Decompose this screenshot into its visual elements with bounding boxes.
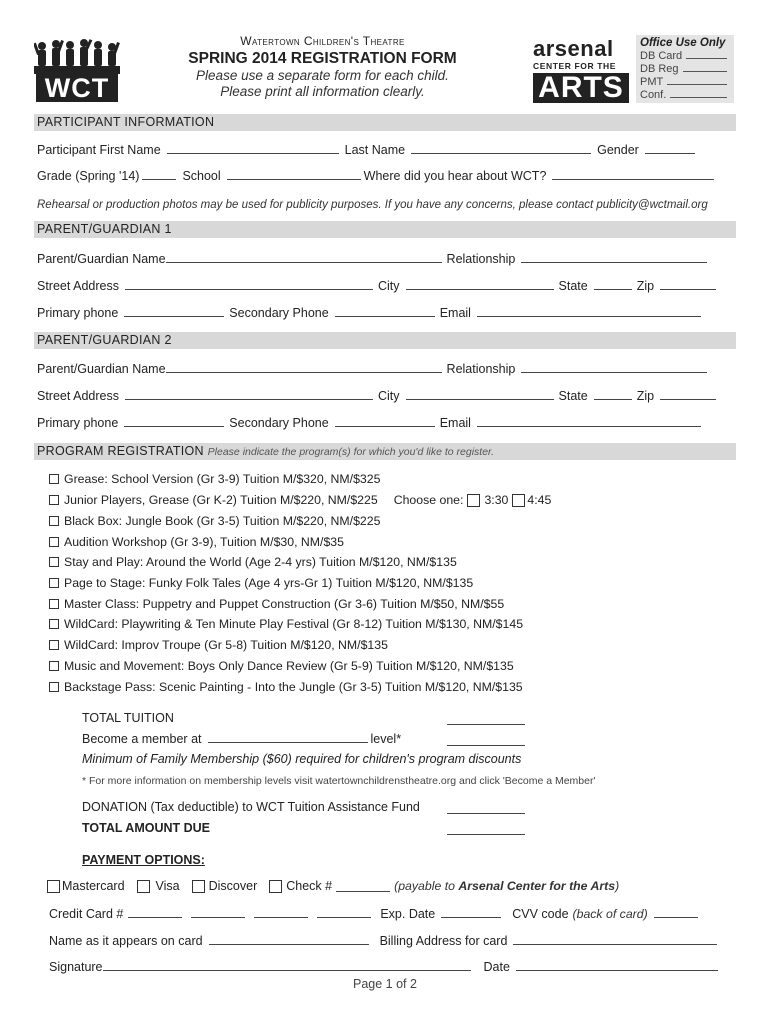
guardian2-email-label: Email — [439, 416, 471, 430]
children-silhouettes-icon — [34, 38, 120, 78]
office-use-box — [636, 35, 734, 103]
payment-method-row — [47, 878, 747, 894]
guardian1-city-label: City — [378, 279, 400, 293]
guardian2-city-field[interactable] — [406, 398, 554, 400]
guardian1-street-field[interactable] — [125, 288, 373, 290]
guardian2-name-label: Parent/Guardian Name — [37, 362, 166, 376]
form-header — [150, 34, 495, 100]
exp-date-field[interactable] — [441, 916, 501, 918]
discover-checkbox[interactable] — [192, 880, 205, 893]
organization-name: Watertown Children's Theatre — [240, 34, 405, 48]
guardian1-state-field[interactable] — [594, 288, 632, 290]
form-title: SPRING 2014 REGISTRATION FORM — [188, 50, 457, 67]
program-item — [49, 658, 514, 674]
section-guardian-1: PARENT/GUARDIAN 1 — [34, 221, 736, 238]
guardian1-address-row — [37, 277, 737, 293]
guardian1-name-field[interactable] — [166, 261, 442, 263]
program-checkbox[interactable] — [49, 578, 59, 588]
first-name-label: Participant First Name — [37, 143, 161, 157]
program-label: Master Class: Puppetry and Puppet Construction (Gr 3-6) Tuition M/$50, NM/$55 — [64, 597, 505, 611]
credit-card-label: Credit Card # — [49, 907, 124, 921]
guardian2-primary-field[interactable] — [124, 425, 224, 427]
program-checkbox[interactable] — [49, 661, 59, 671]
program-item — [49, 596, 504, 612]
guardian1-primary-label: Primary phone — [37, 306, 119, 320]
total-tuition-field[interactable] — [447, 723, 525, 725]
program-checkbox[interactable] — [49, 516, 59, 526]
check-label: Check # — [286, 879, 333, 893]
program-label: Audition Workshop (Gr 3-9), Tuition M/$30, NM/$35 — [64, 535, 344, 549]
program-checkbox[interactable] — [49, 557, 59, 567]
instruction-1: Please use a separate form for each child. — [196, 68, 449, 83]
guardian2-state-field[interactable] — [594, 398, 632, 400]
program-checkbox[interactable] — [49, 537, 59, 547]
office-use-title: Office Use Only — [640, 37, 726, 49]
credit-card-field-2[interactable] — [191, 916, 245, 918]
guardian1-phone-row — [37, 304, 737, 320]
exp-date-label: Exp. Date — [380, 907, 436, 921]
program-item — [49, 492, 551, 508]
discover-label: Discover — [208, 879, 258, 893]
guardian2-city-label: City — [378, 389, 400, 403]
visa-label: Visa — [155, 879, 180, 893]
guardian1-zip-label: Zip — [636, 279, 655, 293]
total-due-field[interactable] — [447, 833, 525, 835]
guardian2-relationship-label: Relationship — [446, 362, 516, 376]
section-guardian-2: PARENT/GUARDIAN 2 — [34, 332, 736, 349]
hear-field[interactable] — [552, 178, 714, 180]
program-checkbox[interactable] — [49, 682, 59, 692]
name-on-card-label: Name as it appears on card — [49, 934, 203, 948]
membership-label: Become a member at — [82, 732, 202, 746]
program-label: WildCard: Improv Troupe (Gr 5-8) Tuition M/$120, NM/$135 — [64, 638, 388, 652]
program-heading: PROGRAM REGISTRATION — [37, 444, 204, 458]
grade-label: Grade (Spring '14) — [37, 169, 140, 183]
guardian2-state-label: State — [558, 389, 588, 403]
section-program — [34, 443, 736, 460]
program-item — [49, 513, 380, 529]
membership-amount-field[interactable] — [447, 744, 525, 746]
credit-card-field-3[interactable] — [254, 916, 308, 918]
guardian1-name-label: Parent/Guardian Name — [37, 252, 166, 266]
time-330-label: 3:30 — [484, 493, 509, 507]
guardian2-email-field[interactable] — [477, 425, 701, 427]
program-checkbox[interactable] — [49, 599, 59, 609]
program-label: Music and Movement: Boys Only Dance Review (Gr 5-9) Tuition M/$120, NM/$135 — [64, 659, 514, 673]
check-number-field[interactable] — [336, 890, 390, 892]
time-445-checkbox[interactable] — [512, 494, 525, 507]
program-label: WildCard: Playwriting & Ten Minute Play Festival (Gr 8-12) Tuition M/$130, NM/$145 — [64, 617, 524, 631]
payment-heading: PAYMENT OPTIONS: — [82, 853, 205, 867]
section-participant: PARTICIPANT INFORMATION — [34, 114, 736, 131]
program-item — [49, 471, 380, 487]
membership-level-field[interactable] — [208, 741, 368, 743]
payable-note — [394, 879, 619, 893]
program-label: Grease: School Version (Gr 3-9) Tuition M/$320, NM/$325 — [64, 472, 381, 486]
program-checkbox[interactable] — [49, 474, 59, 484]
program-label: Stay and Play: Around the World (Age 2-4 yrs) Tuition M/$120, NM/$135 — [64, 555, 457, 569]
min-membership-note: Minimum of Family Membership ($60) required for children's program discounts — [82, 752, 522, 766]
visa-checkbox[interactable] — [137, 880, 150, 893]
program-checkbox[interactable] — [49, 495, 59, 505]
last-name-field[interactable] — [411, 152, 591, 154]
program-checkbox[interactable] — [49, 619, 59, 629]
mastercard-checkbox[interactable] — [47, 880, 60, 893]
grade-field[interactable] — [142, 178, 176, 180]
office-conf: Conf. — [640, 89, 667, 101]
guardian2-name-row — [37, 360, 737, 376]
signature-label: Signature — [49, 960, 103, 974]
card-name-row — [49, 932, 749, 948]
guardian1-relationship-field[interactable] — [521, 261, 707, 263]
office-db-card: DB Card — [640, 50, 683, 62]
program-label: Black Box: Jungle Book (Gr 3-5) Tuition M/$220, NM/$225 — [64, 514, 381, 528]
payable-name: Arsenal Center for the Arts — [458, 879, 616, 893]
membership-row — [82, 732, 401, 746]
school-label: School — [182, 169, 221, 183]
guardian2-street-field[interactable] — [125, 398, 373, 400]
guardian2-primary-label: Primary phone — [37, 416, 119, 430]
guardian2-secondary-field[interactable] — [335, 425, 435, 427]
cvv-field[interactable] — [654, 916, 698, 918]
credit-card-row — [49, 905, 749, 921]
instruction-2: Please print all information clearly. — [220, 84, 425, 99]
program-item — [49, 679, 523, 695]
donation-field[interactable] — [447, 812, 525, 814]
membership-level-label: level* — [370, 732, 402, 746]
guardian1-email-label: Email — [439, 306, 471, 320]
guardian1-city-field[interactable] — [406, 288, 554, 290]
guardian1-email-field[interactable] — [477, 315, 701, 317]
program-label: Backstage Pass: Scenic Painting - Into the Jungle (Gr 3-5) Tuition M/$120, NM/$135 — [64, 680, 523, 694]
program-checkbox[interactable] — [49, 640, 59, 650]
date-field[interactable] — [516, 969, 718, 971]
guardian2-zip-label: Zip — [636, 389, 655, 403]
name-on-card-field[interactable] — [209, 943, 369, 945]
cvv-label: CVV code — [512, 907, 569, 921]
donation-label: DONATION (Tax deductible) to WCT Tuition Assistance Fund — [82, 800, 420, 814]
payable-suffix: ) — [615, 879, 620, 893]
guardian1-name-row — [37, 250, 737, 266]
program-item — [49, 575, 473, 591]
date-label: Date — [483, 960, 510, 974]
time-330-checkbox[interactable] — [467, 494, 480, 507]
program-label: Page to Stage: Funky Folk Tales (Age 4 yrs-Gr 1) Tuition M/$120, NM/$135 — [64, 576, 474, 590]
photo-note: Rehearsal or production photos may be used for publicity purposes. If you have any concerns, please contact publicity@wctmail.org — [37, 199, 708, 211]
program-item — [49, 554, 457, 570]
wct-logo-text: WCT — [36, 74, 118, 102]
guardian1-street-label: Street Address — [37, 279, 119, 293]
hear-label: Where did you hear about WCT? — [363, 169, 547, 183]
guardian1-secondary-field[interactable] — [335, 315, 435, 317]
guardian1-primary-field[interactable] — [124, 315, 224, 317]
choose-one-label: Choose one: — [393, 493, 464, 507]
guardian1-secondary-label: Secondary Phone — [229, 306, 329, 320]
program-item — [49, 616, 523, 632]
guardian1-state-label: State — [558, 279, 588, 293]
cvv-note: (back of card) — [572, 907, 648, 921]
program-note: Please indicate the program(s) for which you'd like to register. — [207, 446, 495, 458]
guardian2-relationship-field[interactable] — [521, 371, 707, 373]
guardian2-street-label: Street Address — [37, 389, 119, 403]
guardian2-name-field[interactable] — [166, 371, 442, 373]
program-item — [49, 534, 344, 550]
credit-card-field-4[interactable] — [317, 916, 371, 918]
last-name-label: Last Name — [344, 143, 406, 157]
signature-field[interactable] — [103, 969, 471, 971]
gender-label: Gender — [597, 143, 639, 157]
arsenal-logo — [533, 38, 629, 103]
arsenal-name: arsenal — [533, 36, 614, 61]
billing-field[interactable] — [513, 943, 717, 945]
guardian2-zip-field[interactable] — [660, 398, 716, 400]
page-number: Page 1 of 2 — [353, 977, 417, 991]
total-due-label: TOTAL AMOUNT DUE — [82, 821, 211, 835]
arsenal-center: CENTER FOR THE — [533, 61, 617, 71]
gender-field[interactable] — [645, 152, 695, 154]
check-checkbox[interactable] — [269, 880, 282, 893]
total-tuition-label: TOTAL TUITION — [82, 711, 174, 725]
payable-prefix: (payable to — [394, 879, 459, 893]
time-445-label: 4:45 — [527, 493, 552, 507]
guardian2-address-row — [37, 387, 737, 403]
more-info-note: * For more information on membership levels visit watertownchildrenstheatre.org and click 'Become a Member' — [82, 775, 596, 787]
office-pmt: PMT — [640, 76, 664, 88]
guardian1-zip-field[interactable] — [660, 288, 716, 290]
guardian1-relationship-label: Relationship — [446, 252, 516, 266]
first-name-field[interactable] — [167, 152, 339, 154]
mastercard-label: Mastercard — [62, 879, 125, 893]
billing-label: Billing Address for card — [379, 934, 508, 948]
program-label: Junior Players, Grease (Gr K-2) Tuition M/$220, NM/$225 — [64, 493, 378, 507]
program-item — [49, 637, 388, 653]
school-field[interactable] — [227, 178, 361, 180]
participant-grade-row — [37, 167, 737, 183]
office-db-reg: DB Reg — [640, 63, 679, 75]
guardian2-phone-row — [37, 414, 737, 430]
guardian2-secondary-label: Secondary Phone — [229, 416, 329, 430]
arsenal-arts: ARTS — [533, 73, 629, 103]
participant-name-row — [37, 141, 737, 157]
signature-row — [49, 958, 749, 974]
credit-card-field-1[interactable] — [128, 916, 182, 918]
